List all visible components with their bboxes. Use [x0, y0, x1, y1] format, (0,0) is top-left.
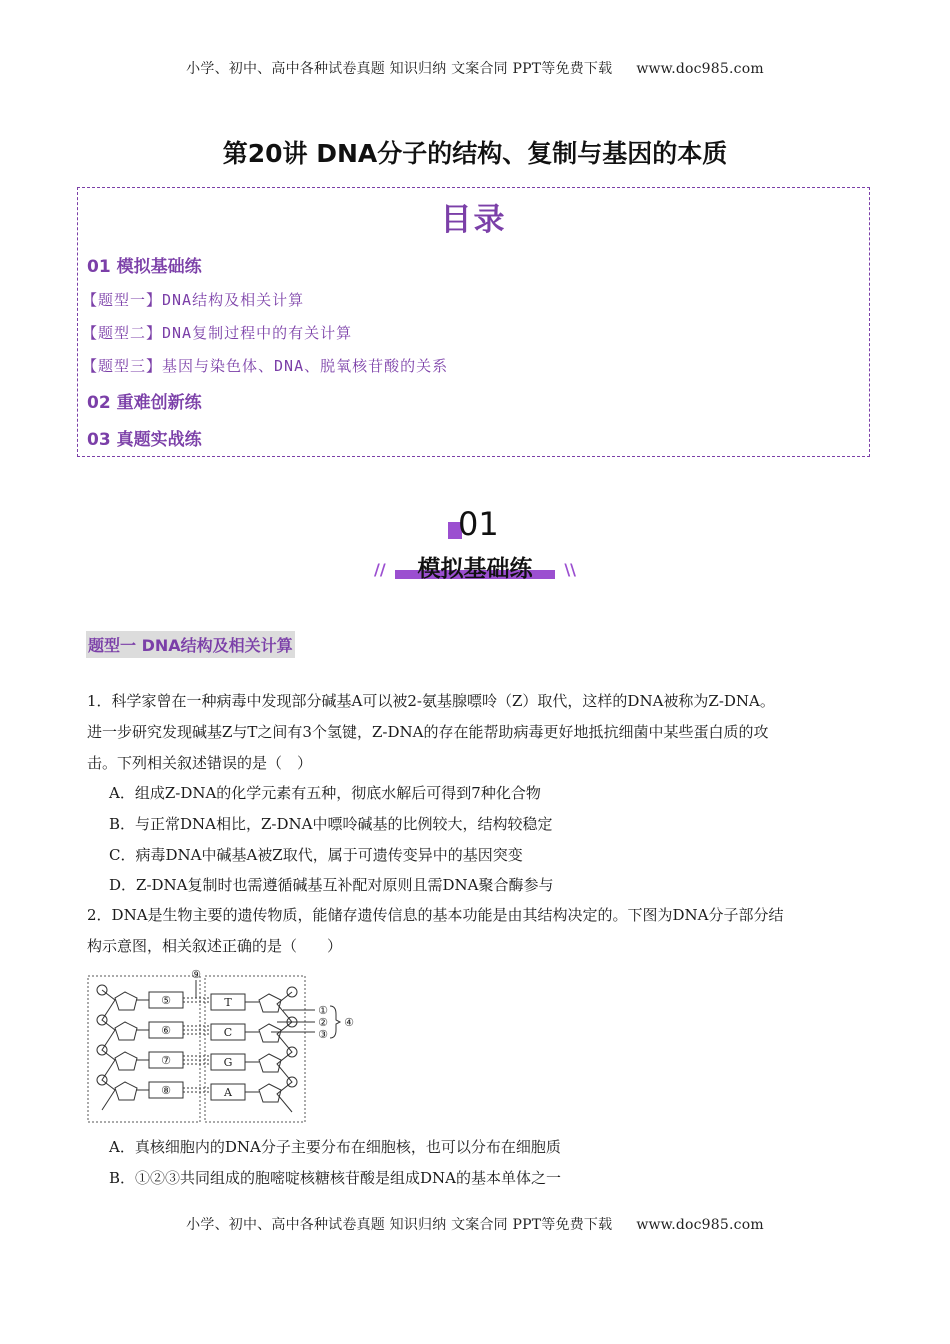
question-type-heading: 题型一 DNA结构及相关计算 — [86, 631, 295, 658]
dna-structure-diagram — [87, 968, 367, 1124]
header-text: 小学、初中、高中各种试卷真题 知识归纳 文案合同 PPT等免费下载 — [186, 61, 613, 77]
toc-section-2[interactable]: 02 重难创新练 — [87, 393, 202, 413]
label-7: ⑦ — [161, 1054, 171, 1067]
label-3: ③ — [318, 1028, 328, 1041]
label-9: ⑨ — [191, 968, 201, 981]
toc-subsection-1[interactable]: 【题型一】DNA结构及相关计算 — [82, 291, 305, 309]
toc-section-1[interactable]: 01 模拟基础练 — [87, 257, 202, 277]
section-banner — [370, 505, 580, 590]
toc-heading: 目录 — [440, 202, 507, 238]
base-A: A — [224, 1086, 232, 1099]
footer-text: 小学、初中、高中各种试卷真题 知识归纳 文案合同 PPT等免费下载 — [186, 1217, 613, 1233]
sugar-left-4 — [115, 1082, 137, 1100]
question-1-option-a: A．组成Z-DNA的化学元素有五种，彻底水解后可得到7种化合物 — [109, 784, 541, 802]
left-backbone — [102, 990, 115, 1110]
section-number: 01 — [458, 505, 499, 543]
question-2-option-b: B．①②③共同组成的胞嘧啶核糖核苷酸是组成DNA的基本单体之一 — [109, 1169, 562, 1187]
question-1-option-c: C．病毒DNA中碱基A被Z取代，属于可遗传变异中的基因突变 — [109, 846, 523, 864]
base-T: T — [224, 996, 232, 1009]
page-footer — [0, 1214, 950, 1234]
decorative-slash-left: // — [374, 560, 386, 579]
label-1: ① — [318, 1004, 328, 1017]
brace — [330, 1006, 340, 1038]
question-1-line-1: 1．科学家曾在一种病毒中发现部分碱基A可以被2-氨基腺嘌呤（Z）取代，这样的DNA被称为Z-DNA。 — [87, 692, 775, 710]
question-1-stem — [87, 686, 877, 779]
question-1-line-2: 进一步研究发现碱基Z与T之间有3个氢键，Z-DNA的存在能帮助病毒更好地抵抗细菌中某些蛋白质的攻 — [87, 723, 769, 741]
question-2-option-a: A．真核细胞内的DNA分子主要分布在细胞核，也可以分布在细胞质 — [109, 1138, 561, 1156]
toc-section-3[interactable]: 03 真题实战练 — [87, 430, 202, 450]
document-title: 第20讲 DNA分子的结构、复制与基因的本质 — [222, 139, 728, 168]
label-2: ② — [318, 1016, 328, 1029]
question-2-line-2: 构示意图，相关叙述正确的是（ ） — [87, 937, 343, 955]
toc-subsection-2[interactable]: 【题型二】DNA复制过程中的有关计算 — [82, 324, 353, 342]
label-6: ⑥ — [161, 1024, 171, 1037]
table-of-contents — [77, 187, 870, 457]
header-url[interactable]: www.doc985.com — [636, 61, 764, 77]
base-C: C — [223, 1026, 233, 1039]
label-5: ⑤ — [161, 994, 171, 1007]
toc-subsection-3[interactable]: 【题型三】基因与染色体、DNA、脱氧核苷酸的关系 — [82, 357, 449, 375]
label-4: ④ — [344, 1016, 354, 1029]
sugar-left-2 — [115, 1022, 137, 1040]
question-2-line-1: 2．DNA是生物主要的遗传物质，能储存遗传信息的基本功能是由其结构决定的。下图为DNA分子部分结 — [87, 906, 784, 924]
footer-url[interactable]: www.doc985.com — [636, 1217, 764, 1233]
question-1-option-d: D．Z-DNA复制时也需遵循碱基互补配对原则且需DNA聚合酶参与 — [109, 876, 554, 894]
question-2-stem — [87, 900, 877, 962]
base-G: G — [223, 1056, 233, 1069]
question-1-option-b: B．与正常DNA相比，Z-DNA中嘌呤碱基的比例较大，结构较稳定 — [109, 815, 553, 833]
label-8: ⑧ — [161, 1084, 171, 1097]
section-name: 模拟基础练 — [417, 556, 533, 582]
decorative-slash-right: \\ — [564, 560, 576, 579]
question-1-line-3: 击。下列相关叙述错误的是（ ） — [87, 754, 313, 772]
sugar-left-3 — [115, 1052, 137, 1070]
page-header — [0, 58, 950, 78]
sugar-left-1 — [115, 992, 137, 1010]
